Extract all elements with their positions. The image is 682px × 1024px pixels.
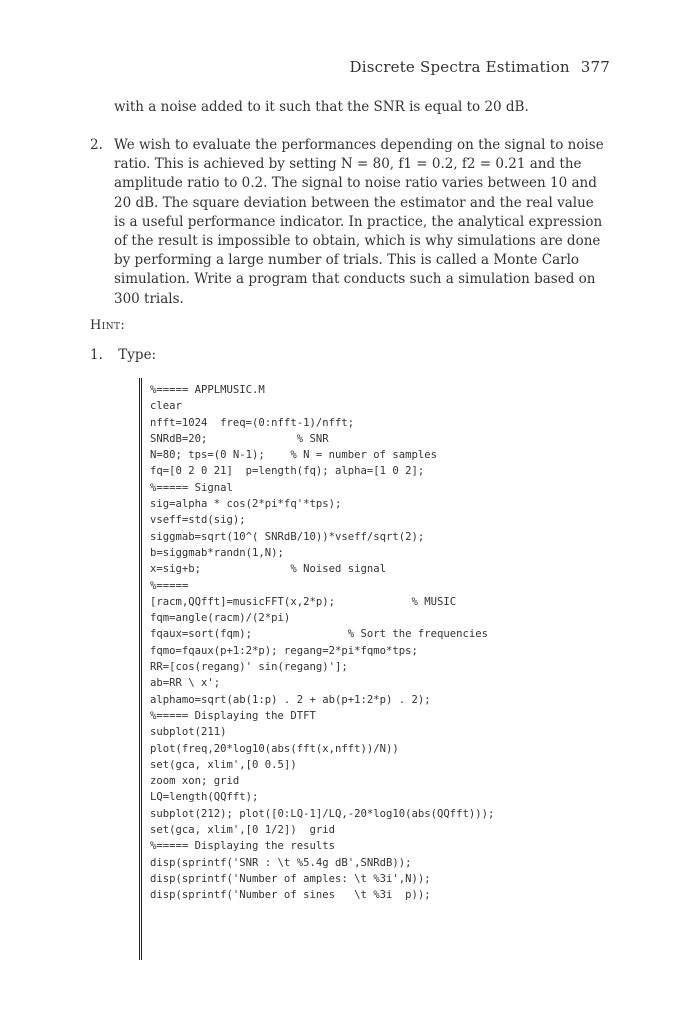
code-line: SNRdB=20; % SNR	[150, 432, 329, 445]
code-line: %===== APPLMUSIC.M	[150, 384, 265, 396]
code-line: set(gca, xlim',[0 1/2]) grid	[150, 824, 335, 837]
code-line: subplot(211)	[150, 726, 227, 739]
code-line: vseff=std(sig);	[150, 514, 246, 527]
code-line: siggmab=sqrt(10^( SNRdB/10))*vseff/sqrt(2);	[150, 530, 425, 543]
item-2-line: 300 trials.	[114, 290, 184, 307]
code-line: RR=[cos(regang)' sin(regang)'];	[150, 661, 348, 674]
item-1-marker: 1.	[90, 347, 103, 363]
code-line: zoom xon; grid	[150, 775, 240, 788]
code-line: set(gca, xlim',[0 0.5])	[150, 758, 297, 771]
item-2-line: of the result is impossible to obtain, which is why simulations are done	[114, 233, 601, 250]
code-line: %===== Displaying the results	[150, 840, 335, 853]
code-line: [racm,QQfft]=musicFFT(x,2*p); % MUSIC	[150, 595, 457, 608]
code-line: fqaux=sort(fqm); % Sort the frequencies	[150, 628, 489, 641]
hint-label: Hint:	[90, 318, 126, 333]
code-line: %===== Displaying the DTFT	[150, 709, 316, 722]
code-line: alphamo=sqrt(ab(1:p) . 2 + ab(p+1:2*p) . 2);	[150, 693, 431, 706]
item-2-marker: 2.	[90, 137, 103, 153]
code-line: disp(sprintf('Number of sines \t %3i p));	[150, 889, 431, 902]
item-2-line: is a useful performance indicator. In practice, the analytical expression	[114, 213, 603, 230]
code-line: x=sig+b; % Noised signal	[150, 563, 386, 576]
hint-item-1	[90, 347, 156, 363]
code-line: sig=alpha * cos(2*pi*fq'*tps);	[150, 498, 342, 511]
code-line: nfft=1024 freq=(0:nfft-1)/nfft;	[150, 416, 355, 429]
code-line: fqmo=fqaux(p+1:2*p); regang=2*pi*fqmo*tps;	[150, 644, 418, 657]
code-line: plot(freq,20*log10(abs(fft(x,nfft))/N))	[150, 742, 399, 755]
running-title: Discrete Spectra Estimation	[349, 58, 570, 76]
code-line: ab=RR \ x';	[150, 677, 221, 690]
code-line: disp(sprintf('SNR : \t %5.4g dB',SNRdB));	[150, 856, 412, 869]
code-line: N=80; tps=(0 N-1); % N = number of samples	[150, 449, 438, 462]
item-2-text	[114, 136, 610, 309]
code-line: %===== Signal	[150, 481, 233, 494]
matlab-code	[150, 382, 494, 904]
item-2-line: We wish to evaluate the performances depending on the signal to noise	[114, 137, 604, 153]
running-header	[350, 58, 610, 76]
item-2-line: 20 dB. The square deviation between the estimator and the real value	[114, 194, 594, 211]
code-line: clear	[150, 400, 182, 413]
item-2-line: amplitude ratio to 0.2. The signal to noise ratio varies between 10 and	[114, 175, 597, 192]
continuation-text: with a noise added to it such that the SNR is equal to 20 dB.	[114, 99, 529, 115]
code-line: fq=[0 2 0 21] p=length(fq); alpha=[1 0 2];	[150, 465, 425, 478]
code-line: subplot(212); plot([0:LQ-1]/LQ,-20*log10(abs(QQfft)));	[150, 807, 495, 820]
item-2-body	[114, 136, 610, 309]
code-line: fqm=angle(racm)/(2*pi)	[150, 612, 291, 625]
item-2-line: by performing a large number of trials. This is called a Monte Carlo	[114, 252, 580, 269]
code-line: b=siggmab*randn(1,N);	[150, 546, 284, 559]
page-number: 377	[580, 58, 610, 76]
code-line: LQ=length(QQfft);	[150, 791, 259, 804]
code-listing	[139, 378, 602, 960]
item-2-line: ratio. This is achieved by setting N = 80, f1 = 0.2, f2 = 0.21 and the	[114, 156, 582, 173]
code-line: %=====	[150, 579, 189, 592]
item-1-text: Type:	[118, 347, 157, 363]
item-2-line: simulation. Write a program that conducts such a simulation based on	[114, 271, 596, 288]
code-line: disp(sprintf('Number of amples: \t %3i',N));	[150, 872, 431, 885]
